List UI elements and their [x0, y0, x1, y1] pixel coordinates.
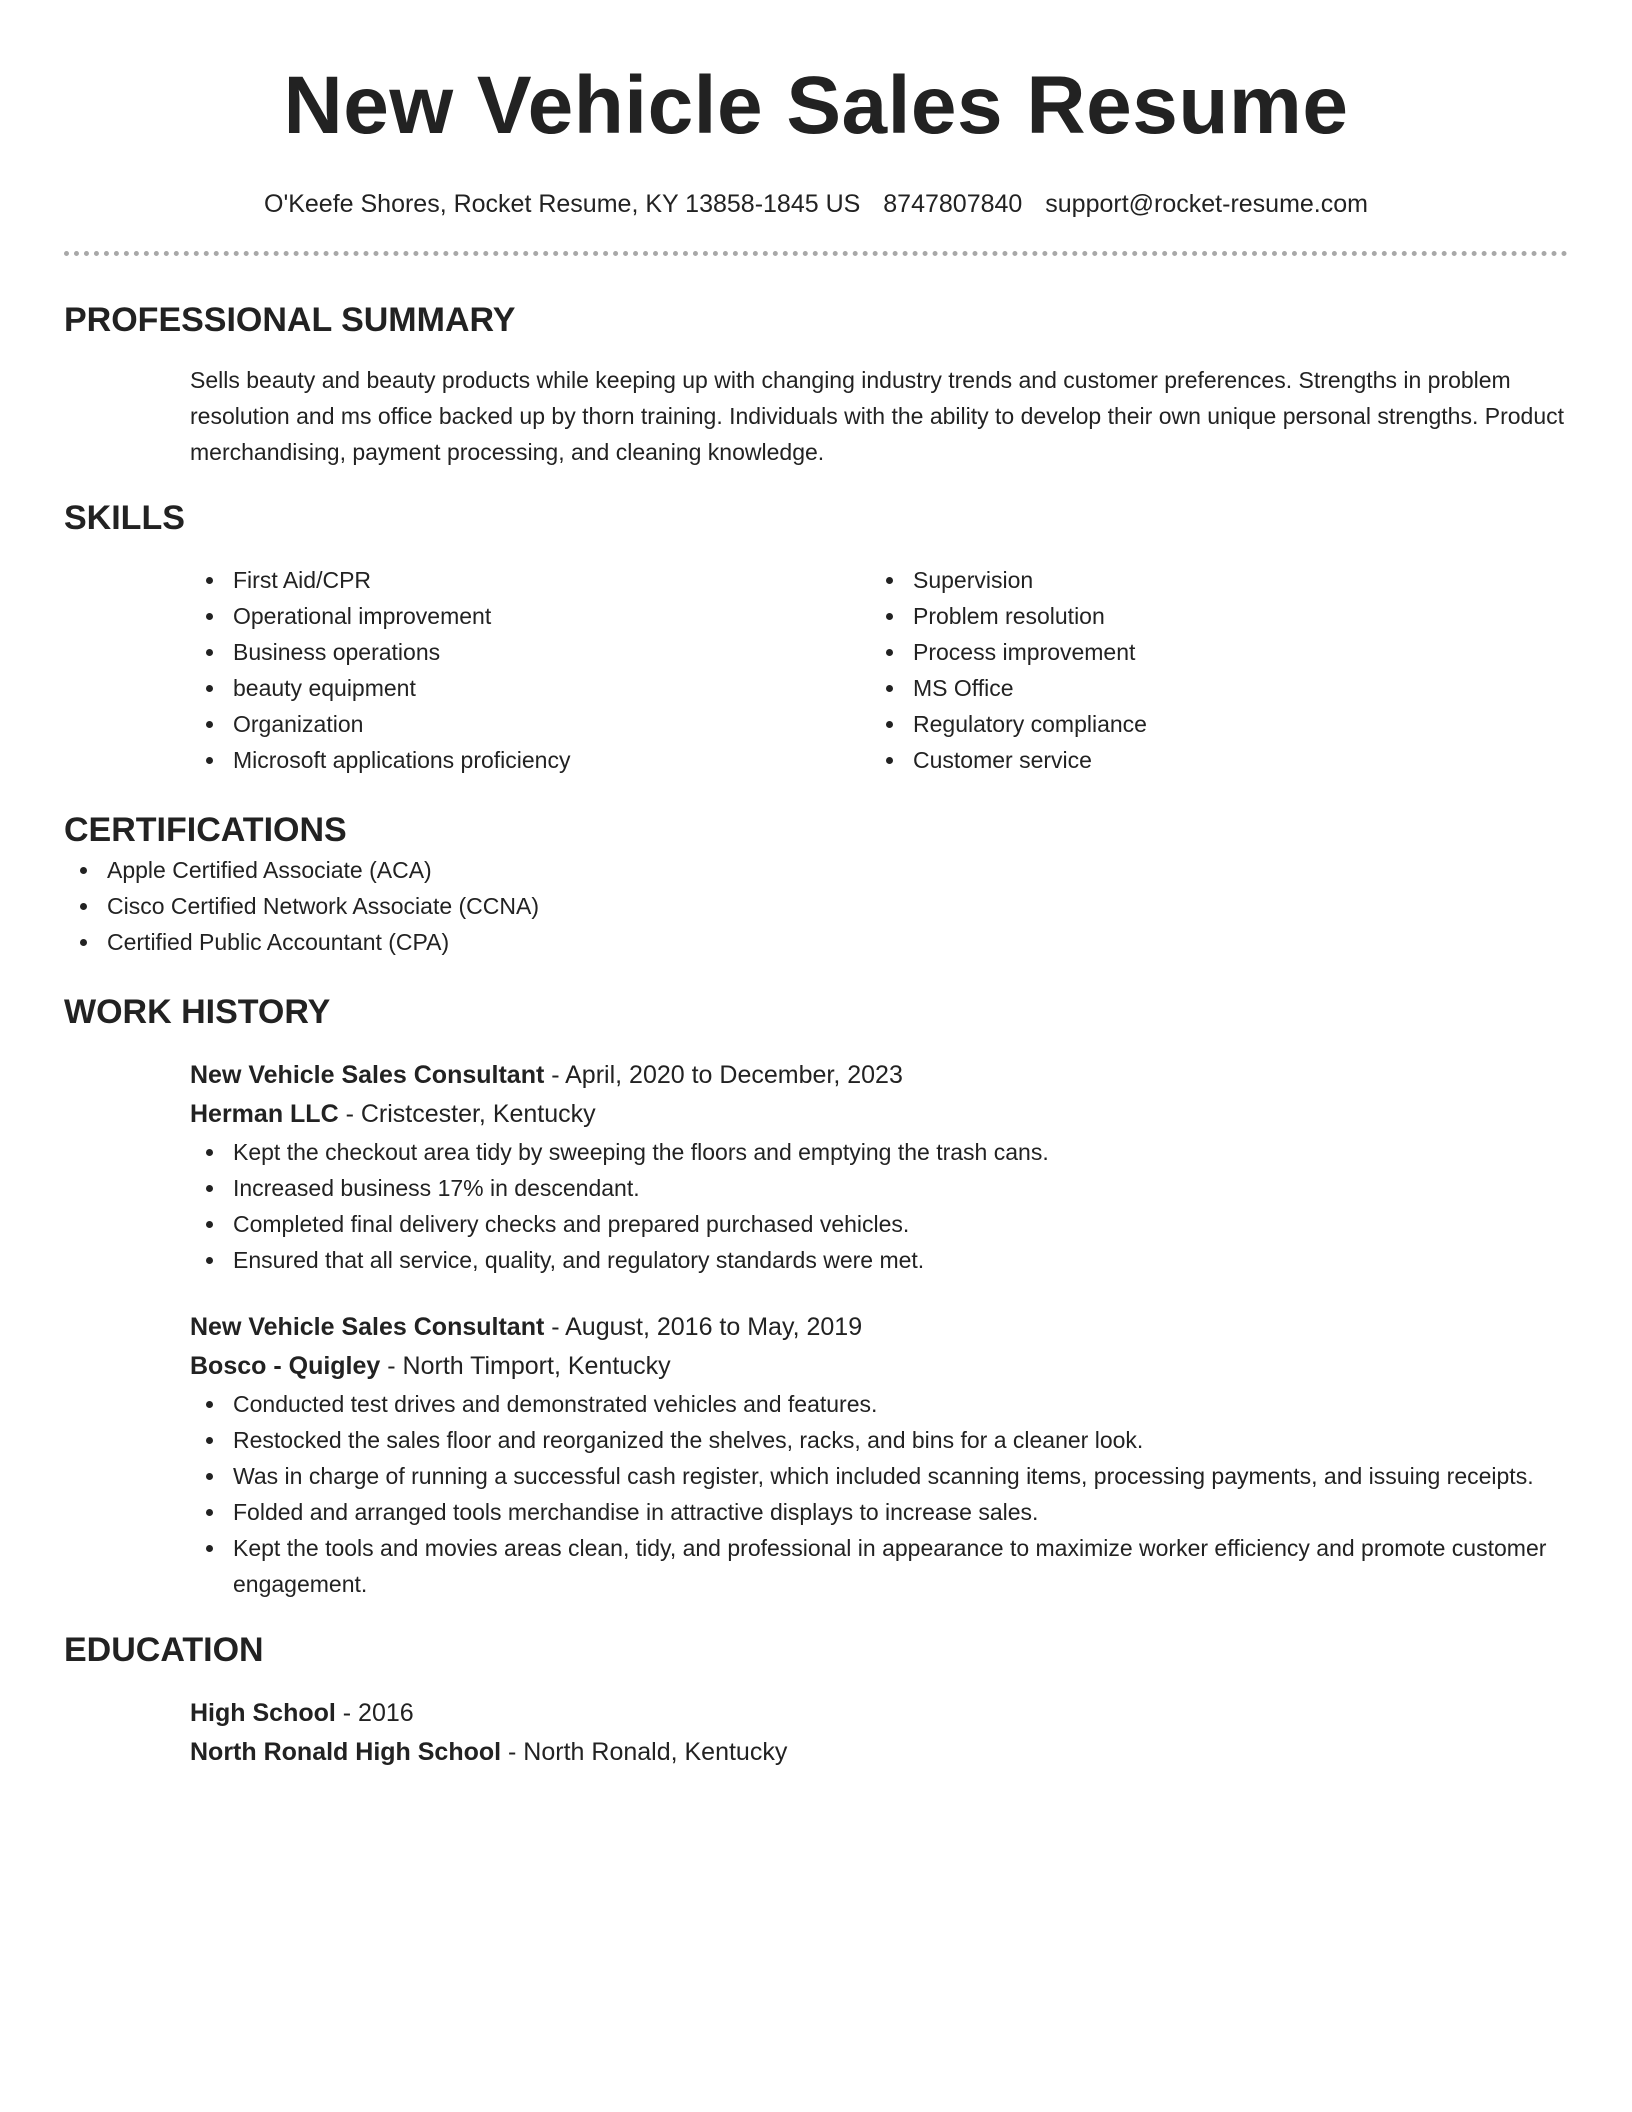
- job-duties-list: [190, 1386, 1568, 1602]
- certification-item: Apple Certified Associate (ACA): [64, 852, 1568, 888]
- certification-item: Certified Public Accountant (CPA): [64, 924, 1568, 960]
- certifications-list: [64, 852, 1568, 960]
- education-heading: EDUCATION: [64, 1631, 264, 1669]
- job-duty: Ensured that all service, quality, and regulatory standards were met.: [190, 1242, 1568, 1278]
- skill-item: Problem resolution: [870, 598, 1550, 634]
- job-company-line: [190, 1347, 1568, 1386]
- job-duty: Kept the checkout area tidy by sweeping the floors and emptying the trash cans.: [190, 1134, 1568, 1170]
- resume-title: New Vehicle Sales Resume: [283, 60, 1349, 151]
- summary-heading: PROFESSIONAL SUMMARY: [64, 301, 516, 339]
- education-section: [64, 1628, 1568, 1772]
- header-divider: [64, 251, 1568, 256]
- job-position: New Vehicle Sales Consultant: [190, 1313, 545, 1341]
- job-duties-list: [190, 1134, 1568, 1278]
- summary-text: Sells beauty and beauty products while keeping up with changing industry trends and customer preferences. Strengths in problem resolution and ms office backed up by thorn training. Individuals with the ability to develop their own unique personal strengths. Product merchandising, payment processing, and cleaning knowledge.: [190, 367, 1565, 465]
- job-duty: Was in charge of running a successful cash register, which included scanning items, processing payments, and issuing receipts.: [190, 1458, 1568, 1494]
- job-dates: - April, 2020 to December, 2023: [544, 1061, 903, 1089]
- skill-item: Business operations: [190, 634, 870, 670]
- job-company: Bosco - Quigley: [190, 1352, 381, 1380]
- certifications-section: [64, 808, 1568, 960]
- skills-heading: SKILLS: [64, 499, 185, 537]
- job-duty: Kept the tools and movies areas clean, tidy, and professional in appearance to maximize worker efficiency and promote customer engagement.: [190, 1530, 1568, 1602]
- job-position: New Vehicle Sales Consultant: [190, 1061, 545, 1089]
- job-location: - Cristcester, Kentucky: [338, 1100, 596, 1128]
- job-company: Herman LLC: [190, 1100, 339, 1128]
- work-history-heading: WORK HISTORY: [64, 993, 331, 1031]
- skills-list-left: [190, 562, 870, 778]
- education-degree-line: [190, 1694, 1568, 1733]
- skills-list-right: [870, 562, 1550, 778]
- skill-item: MS Office: [870, 670, 1550, 706]
- contact-address: O'Keefe Shores, Rocket Resume, KY 13858-1845 US: [264, 190, 861, 218]
- skill-item: Organization: [190, 706, 870, 742]
- education-location: - North Ronald, Kentucky: [501, 1738, 788, 1766]
- skill-item: Operational improvement: [190, 598, 870, 634]
- job-entry: [190, 1056, 1568, 1278]
- job-duty: Conducted test drives and demonstrated vehicles and features.: [190, 1386, 1568, 1422]
- education-school-line: [190, 1733, 1568, 1772]
- contact-phone: 8747807840: [883, 190, 1023, 218]
- work-history-section: [64, 990, 1568, 1602]
- certifications-heading: CERTIFICATIONS: [64, 811, 347, 849]
- skill-item: Supervision: [870, 562, 1550, 598]
- skill-item: Regulatory compliance: [870, 706, 1550, 742]
- contact-email: support@rocket-resume.com: [1045, 190, 1368, 218]
- job-duty: Folded and arranged tools merchandise in attractive displays to increase sales.: [190, 1494, 1568, 1530]
- education-entry: [190, 1694, 1568, 1772]
- job-duty: Increased business 17% in descendant.: [190, 1170, 1568, 1206]
- job-dates: - August, 2016 to May, 2019: [544, 1313, 863, 1341]
- job-company-line: [190, 1095, 1568, 1134]
- skill-item: Customer service: [870, 742, 1550, 778]
- skill-item: beauty equipment: [190, 670, 870, 706]
- education-year: - 2016: [335, 1699, 414, 1727]
- skills-section: [64, 496, 1568, 778]
- job-duty: Completed final delivery checks and prepared purchased vehicles.: [190, 1206, 1568, 1242]
- education-school: North Ronald High School: [190, 1738, 502, 1766]
- job-entry: [190, 1308, 1568, 1602]
- job-title-line: [190, 1308, 1568, 1347]
- skill-item: Process improvement: [870, 634, 1550, 670]
- skill-item: First Aid/CPR: [190, 562, 870, 598]
- contact-line: [64, 188, 1568, 220]
- summary-section: [64, 298, 1568, 470]
- certification-item: Cisco Certified Network Associate (CCNA): [64, 888, 1568, 924]
- skills-grid: [190, 562, 1568, 778]
- job-title-line: [190, 1056, 1568, 1095]
- skill-item: Microsoft applications proficiency: [190, 742, 870, 778]
- job-location: - North Timport, Kentucky: [380, 1352, 671, 1380]
- job-duty: Restocked the sales floor and reorganized the shelves, racks, and bins for a cleaner look.: [190, 1422, 1568, 1458]
- education-degree: High School: [190, 1699, 336, 1727]
